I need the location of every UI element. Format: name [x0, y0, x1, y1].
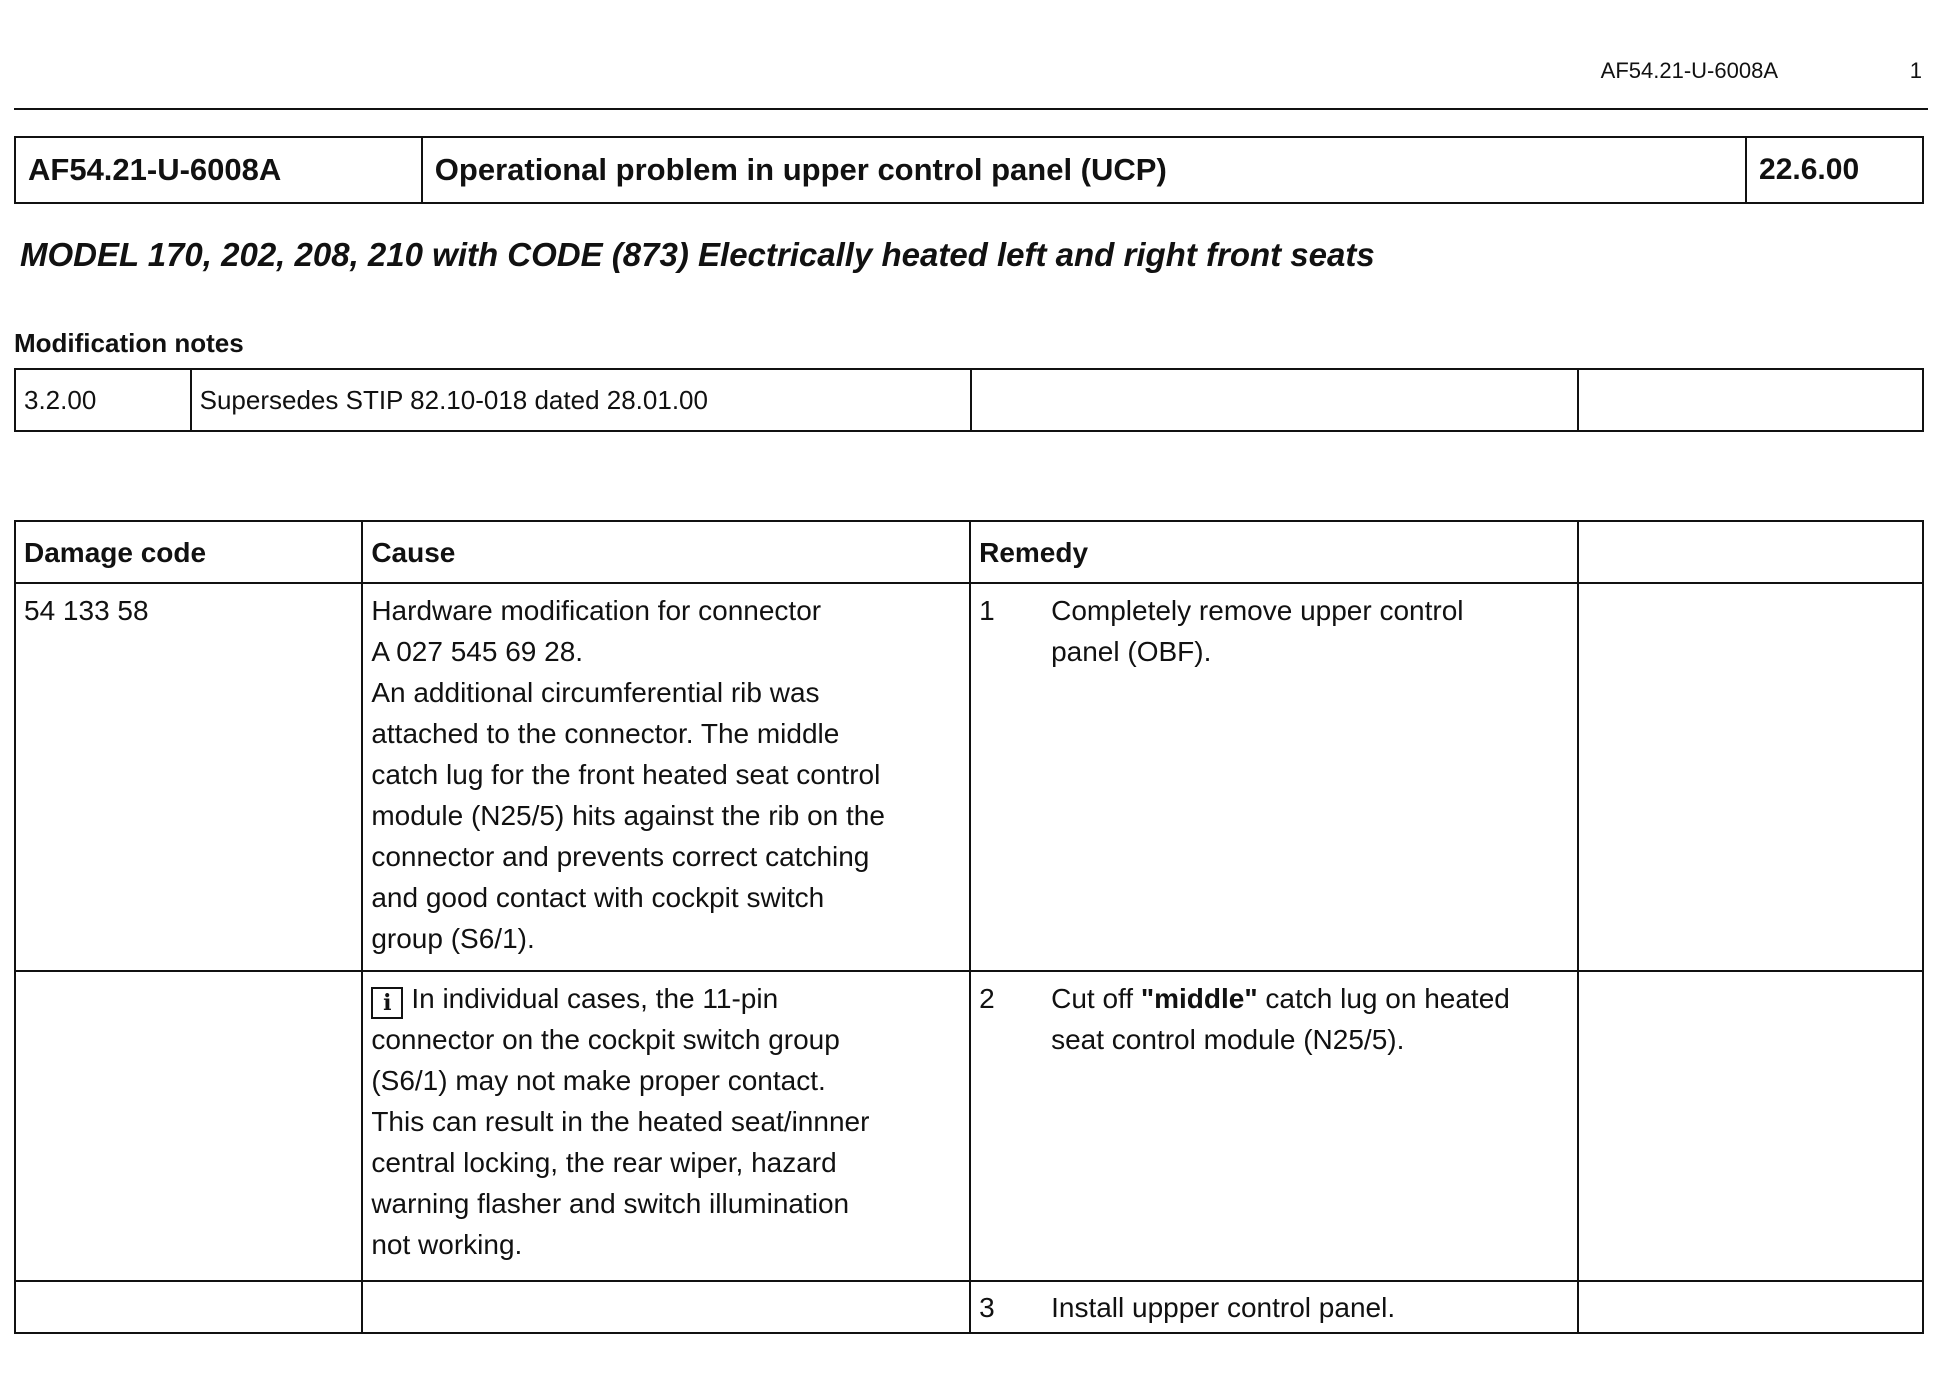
modification-empty-cell [971, 369, 1578, 431]
damage-code-cell: 54 133 58 [15, 583, 362, 971]
table-header-row [15, 521, 1923, 583]
modification-text: Supersedes STIP 82.10-018 dated 28.01.00 [191, 369, 971, 431]
remedy-step-number: 2 [979, 983, 995, 1014]
remedy-text-pre: Cut off [1051, 983, 1141, 1014]
title-doc-id: AF54.21-U-6008A [15, 137, 422, 203]
table-row [15, 1281, 1923, 1333]
empty-cell [1578, 971, 1923, 1281]
cause-cell: Hardware modification for connector A 027 545 69 28. An additional circumferential rib was attached to the connector. The middle catch lug for the front heated seat control module (N25/5) hits against the rib on the connector and prevents correct catching and good contact with cockpit switch group (S6/1). [362, 583, 970, 971]
cause-text: In individual cases, the 11-pin connector on the cockpit switch group (S6/1) may not make proper contact. This can result in the heated seat/innner central locking, the rear wiper, hazard warning flasher and switch illumination not working. [371, 983, 870, 1260]
modification-notes-heading: Modification notes [14, 328, 244, 358]
remedy-step-text [1051, 978, 1569, 1060]
remedy-step-number: 1 [979, 595, 995, 626]
modification-date: 3.2.00 [15, 369, 191, 431]
remedy-text-post: catch lug on heated seat control module (N25/5). [1051, 983, 1510, 1055]
remedy-cell [970, 971, 1578, 1281]
remedy-step-text: Completely remove upper control panel (OBF). [1051, 595, 1464, 667]
damage-table [14, 520, 1924, 1334]
empty-cell [1578, 1281, 1923, 1333]
table-row [15, 583, 1923, 971]
remedy-step-text: Install uppper control panel. [1051, 1291, 1396, 1323]
header-damage-code: Damage code [15, 521, 362, 583]
table-row [15, 971, 1923, 1281]
modification-row [15, 369, 1923, 431]
remedy-cell [970, 583, 1578, 971]
header-empty [1578, 521, 1923, 583]
cause-cell [362, 1281, 970, 1333]
header-cause: Cause [362, 521, 970, 583]
damage-code-cell [15, 971, 362, 1281]
page-number: 1 [1909, 58, 1922, 83]
page-title: Operational problem in upper control panel (UCP) [422, 137, 1746, 203]
model-line: MODEL 170, 202, 208, 210 with CODE (873) Electrically heated left and right front seats [20, 236, 1375, 273]
page-header [14, 54, 1928, 110]
title-date: 22.6.00 [1746, 137, 1923, 203]
title-table [14, 136, 1924, 204]
info-icon: i [371, 987, 403, 1019]
remedy-step-number: 3 [979, 1291, 995, 1323]
empty-cell [1578, 583, 1923, 971]
modification-empty-cell [1578, 369, 1923, 431]
damage-code-cell [15, 1281, 362, 1333]
header-doc-id: AF54.21-U-6008A [1600, 58, 1778, 83]
modification-notes-table [14, 368, 1924, 432]
remedy-text-bold: "middle" [1140, 983, 1258, 1014]
header-remedy: Remedy [970, 521, 1578, 583]
remedy-cell [970, 1281, 1578, 1333]
cause-cell [362, 971, 970, 1281]
